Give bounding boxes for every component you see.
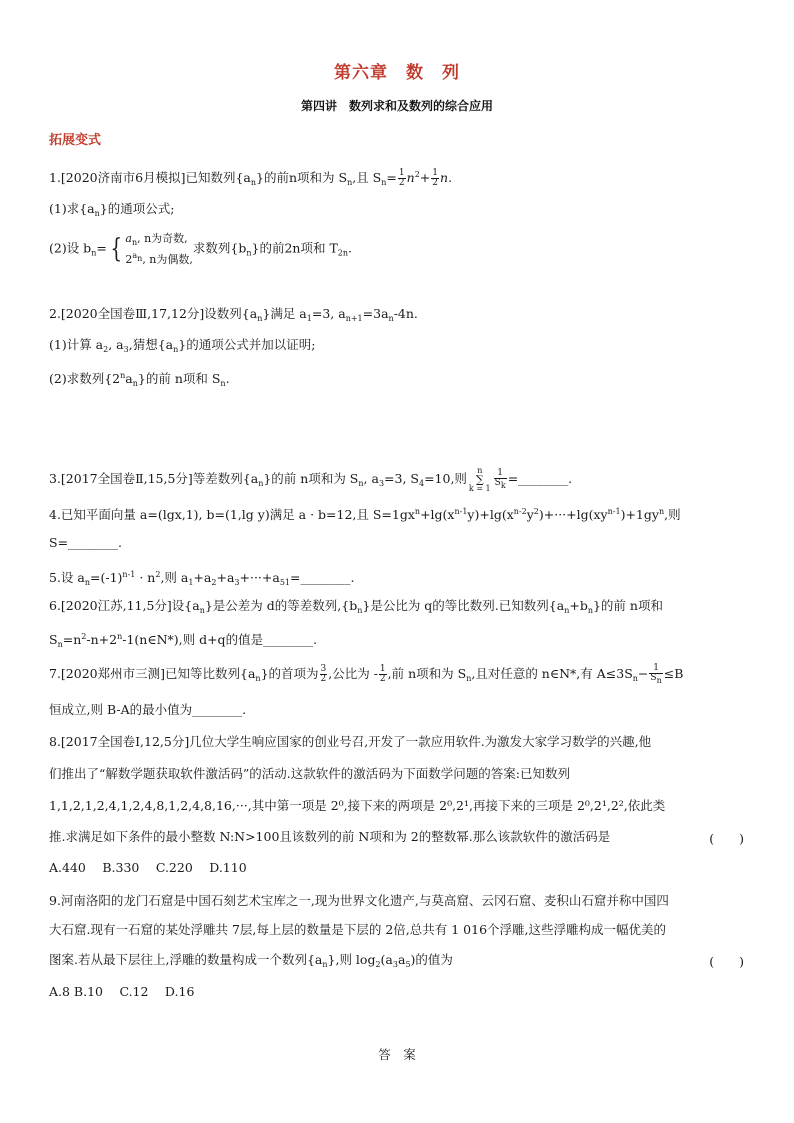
problem-9-options: A.8 B.10 C.12 D.16	[49, 984, 195, 999]
problem-4-answer-blank: S=________.	[49, 535, 123, 550]
problem-7-statement: 7.[2020郑州市三测]已知等比数列$\{a_n\}$的首项为 $\frac{3}{2}$ ,公比为 - $\frac{1}{2}$ ,前 n项和为 $S_n$,且对任意的 n∈N*,有 $A\le 3S_n-$ $\frac{1}{S_n}$ ≤B	[49, 663, 684, 685]
chapter-title: 第六章 数 列	[334, 63, 460, 83]
problem-3-statement: 3.[2017全国卷Ⅱ,15,5分]等差数列$\{a_n\}$的前 n项和为 $S_n$, $a_3=3$, $S_4=10$,则 n ∑ k = 1 $\frac{1}{S_k}$ =________.	[49, 466, 573, 493]
problem-8-line-1: 8.[2017全国卷Ⅰ,12,5分]几位大学生响应国家的创业号召,开发了一款应用软件.为激发大家学习数学的兴趣,他	[49, 734, 652, 749]
problem-8-options: A.440 B.330 C.220 D.110	[49, 860, 247, 875]
problem-4-statement: 4.已知平面向量 a=(lgx,1), b=(1,lg y)满足 a · b=12,且 $S=1gx^n+\lg(x^{n-1}y)+\lg(x^{n-2}y^2)+\cdot\cdot\cdot+\lg(xy^{n-1})+1gy^n$,则	[49, 507, 681, 522]
problem-9-line-3: 图案.若从最下层往上,浮雕的数量构成一个数列$\{a_n\}$,则 $\log_2(a_3a_5)$的值为	[49, 952, 453, 969]
problem-8-line-3: 1,1,2,1,2,4,1,2,4,8,1,2,4,8,16,···,其中第一项是 2⁰,接下来的两项是 2⁰,2¹,再接下来的三项是 2⁰,2¹,2²,依此类	[49, 798, 666, 813]
problem-5-statement: 5.设 $a_n=(-1)^{n-1} \cdot n^2$,则 $a_1+a_2+a_3+\cdot\cdot\cdot+a_{51}=\_\_\_\_\_\_\_\_$.	[49, 570, 355, 587]
fraction-1-over-Sk: $\frac{1}{S_k}$	[494, 468, 506, 490]
problem-9-line-1: 9.河南洛阳的龙门石窟是中国石刻艺术宝库之一,现为世界文化遗产,与莫高窟、云冈石窟、麦积山石窟并称中国四	[49, 893, 669, 908]
problem-1-statement: 1.[2020济南市6月模拟]已知数列$\{a_n\}$的前n项和为 $S_n$,且 $S_n=$ $\frac{1}{2}$ $n^2+$ $\frac{1}{2}$ n.	[49, 168, 453, 188]
problem-6-statement-cont: $S_n=n^2-n+2^n-1(n\in N*)$,则 d+q的值是________.	[49, 632, 318, 649]
lesson-title: 第四讲 数列求和及数列的综合应用	[300, 99, 493, 113]
left-brace-icon: {	[110, 234, 122, 264]
answer-heading: 答 案	[378, 1047, 416, 1062]
problem-2-statement: 2.[2020全国卷Ⅲ,17,12分]设数列$\{a_n\}$满足 $a_1=3$, $a_{n+1}=3a_n-4n$.	[49, 306, 418, 323]
problem-1-part-1: (1)求$\{a_n\}$的通项公式;	[49, 201, 175, 218]
piecewise-cases: $a_n$, n为奇数, $2^{a_n}$, n为偶数,	[125, 232, 193, 266]
fraction-3-over-2: $\frac{3}{2}$	[320, 664, 327, 684]
problem-7-statement-cont: 恒成立,则 B-A的最小值为________.	[49, 702, 247, 717]
fraction-half-2: $\frac{1}{2}$	[432, 168, 438, 188]
problem-9-line-2: 大石窟.现有一石窟的某处浮雕共 7层,每上层的数量是下层的 2倍,总共有 1 016个浮雕,这些浮雕构成一幅优美的	[49, 922, 667, 937]
problem-8-line-2: 们推出了“解数学题获取软件激活码”的活动.这款软件的激活码为下面数学问题的答案:已知数列	[49, 766, 570, 781]
fraction-1-over-Sn: $\frac{1}{S_n}$	[650, 663, 662, 685]
problem-9-answer-paren: ( )	[709, 954, 744, 969]
problem-2-part-2: (2)求数列$\{2^na_n\}$的前 n项和 $S_n$.	[49, 371, 230, 388]
problem-2-part-1: (1)计算 $a_2$, $a_3$,猜想$\{a_n\}$的通项公式并加以证明;	[49, 337, 316, 354]
problem-8-answer-paren: ( )	[709, 831, 744, 846]
fraction-half-1: $\frac{1}{2}$	[398, 168, 405, 188]
problem-8-line-4: 推.求满足如下条件的最小整数 N:N>100且该数列的前 N项和为 2的整数幂.那么该款软件的激活码是	[49, 829, 611, 844]
problem-1-part-2: (2)设 $b_n=$ { $a_n$, n为奇数, $2^{a_n}$, n为偶数, 求数列$\{b_n\}$的前2n项和 $T_{2n}$.	[49, 232, 353, 266]
summation-symbol: n ∑ k = 1	[468, 466, 491, 493]
problem-6-statement: 6.[2020江苏,11,5分]设$\{a_n\}$是公差为 d的等差数列$,\{b_n\}$是公比为 q的等比数列.已知数列$\{a_n+b_n\}$的前 n项和	[49, 598, 663, 615]
fraction-1-over-2: $\frac{1}{2}$	[379, 664, 386, 684]
section-title: 拓展变式	[49, 133, 102, 148]
